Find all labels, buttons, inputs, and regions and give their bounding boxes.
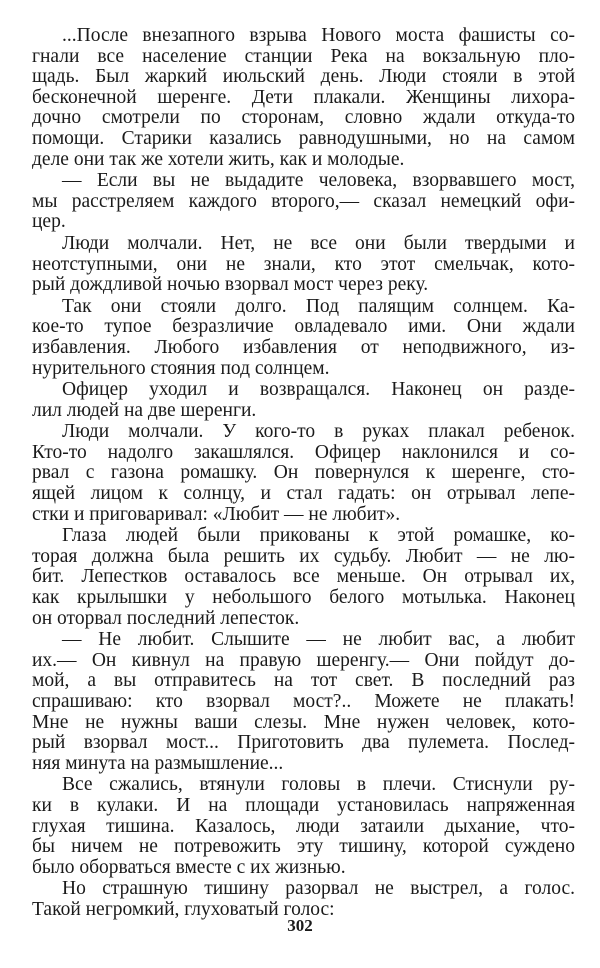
- text-line: Такой негромкий, глуховатый голос:: [32, 898, 335, 920]
- text-line: кое-то тупое безразличие овладевало ими. Они ждали: [32, 316, 575, 338]
- paragraph: [32, 234, 575, 296]
- text-line: рвал с газона ромашку. Он повернулся к шеренге, сто-: [32, 462, 575, 484]
- text-line: ...После внезапного взрыва Нового моста фашисты со-: [62, 25, 575, 46]
- text-line: Мне не нужны ваши слезы. Мне нужен человек, кото-: [32, 711, 575, 733]
- paragraph: [32, 526, 575, 629]
- text-line: как крылышки у небольшого белого мотылька. Наконец: [32, 587, 575, 609]
- text-line: Офицер уходил и возвращался. Наконец он разде-: [62, 379, 575, 401]
- text-line: няя минута на размышление...: [32, 752, 284, 774]
- page-number: 302: [287, 916, 313, 935]
- paragraph: [32, 775, 575, 878]
- paragraph: [32, 26, 575, 170]
- text-line: нурительного стояния под солнцем.: [32, 357, 330, 379]
- text-line: их.— Он кивнул на правую шеренгу.— Они пойдут до-: [32, 649, 575, 671]
- text-line: мы расстреляем каждого второго,— сказал немецкий офи-: [32, 190, 575, 212]
- text-line: рый взорвал мост... Приготовить два пулемета. Послед-: [32, 732, 575, 754]
- text-line: торая должна была решить их судьбу. Любит — не лю-: [32, 545, 575, 567]
- text-line: дочно смотрели по сторонам, словно ждали откуда-то: [32, 107, 575, 129]
- text-line: — Не любит. Слышите — не любит вас, а любит: [62, 629, 575, 651]
- text-line: было оборваться вместе с их жизнью.: [32, 856, 346, 878]
- text-line: цер.: [32, 211, 66, 233]
- text-line: мой, а вы отправитесь на тот свет. В последний раз: [32, 670, 575, 692]
- text-line: рый дождливой ночью взорвал мост через реку.: [32, 274, 429, 296]
- paragraph: [32, 297, 575, 379]
- text-line: он оторвал последний лепесток.: [32, 607, 300, 629]
- text-line: деле они так же хотели жить, как и молодые.: [32, 148, 405, 170]
- text-line: щадь. Был жаркий июльский день. Люди стояли в этой: [32, 66, 575, 88]
- page-body-text: [32, 26, 575, 922]
- paragraph: [32, 630, 575, 774]
- text-line: стки и приговаривал: «Любит — не любит».: [32, 503, 401, 525]
- text-line: Кто-то надолго закашлялся. Офицер наклонился и со-: [32, 441, 575, 463]
- text-line: глухая тишина. Казалось, люди затаили дыхание, что-: [32, 815, 575, 837]
- text-line: бит. Лепестков оставалось все меньше. Он отрывал их,: [32, 566, 575, 588]
- text-line: избавления. Любого избавления от неподвижного, из-: [32, 336, 575, 358]
- text-line: неотступными, они не знали, кто этот смельчак, кото-: [32, 253, 575, 275]
- paragraph: [32, 380, 575, 421]
- paragraph: [32, 879, 575, 920]
- text-line: ящей лицом к солнцу, и стал гадать: он отрывал лепе-: [32, 483, 575, 505]
- text-line: Люди молчали. У кого-то в руках плакал ребенок.: [62, 421, 575, 443]
- text-line: спрашиваю: кто взорвал мост?.. Можете не плакать!: [32, 691, 575, 712]
- paragraph: [32, 422, 575, 525]
- text-line: ки в кулаки. И на площади установилась напряженная: [32, 794, 575, 816]
- text-line: Глаза людей были прикованы к этой ромашке, ко-: [62, 525, 575, 547]
- text-line: Люди молчали. Нет, не все они были твердыми и: [62, 232, 575, 254]
- text-line: гнали все население станции Река на вокзальную пло-: [32, 45, 575, 67]
- text-line: — Если вы не выдадите человека, взорвавшего мост,: [62, 170, 575, 192]
- text-line: Так они стояли долго. Под палящим солнцем. Ка-: [62, 295, 575, 317]
- text-line: Но страшную тишину разорвал не выстрел, а голос.: [62, 878, 575, 900]
- text-line: лил людей на две шеренги.: [32, 399, 257, 421]
- text-line: бесконечной шеренге. Дети плакали. Женщины лихора-: [32, 86, 575, 108]
- text-line: бы ничем не потревожить эту тишину, которой суждено: [32, 836, 575, 858]
- text-line: Все сжались, втянули головы в плечи. Стиснули ру-: [62, 774, 575, 796]
- text-line: помощи. Старики казались равнодушными, но на самом: [32, 127, 575, 149]
- paragraph: [32, 171, 575, 233]
